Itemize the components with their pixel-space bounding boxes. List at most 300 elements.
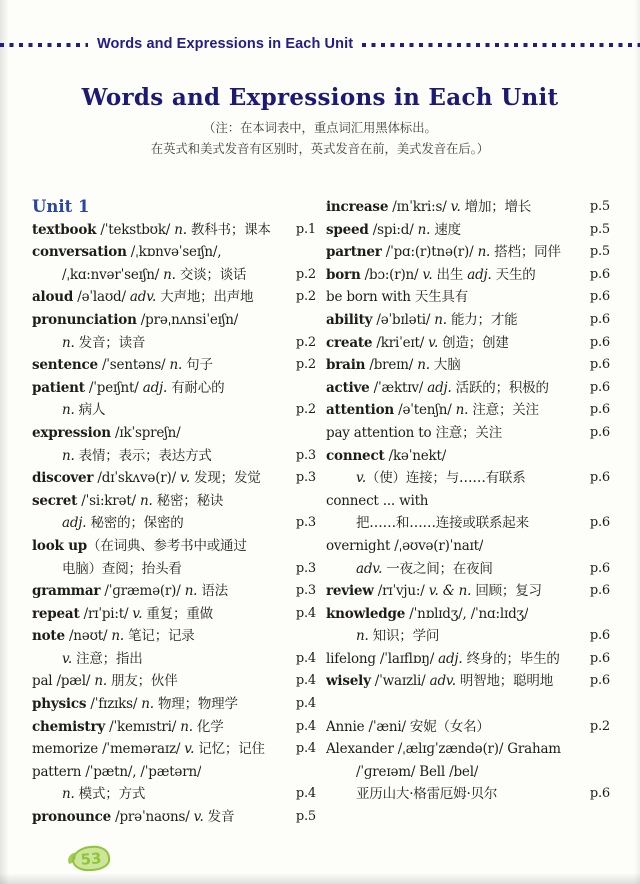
entry-text-segment: 秘密的；保密的: [86, 515, 184, 532]
entry-text-segment: （在词典、参考书中或通过: [87, 537, 247, 554]
entry-text-segment: 亚历山大·格雷厄姆·贝尔: [356, 786, 498, 803]
entry-text-segment: be born with 天生具有: [326, 289, 469, 306]
entry-line: [32, 264, 316, 287]
entry-text: [32, 422, 181, 445]
entry-text: [326, 512, 529, 535]
headword: review: [326, 583, 374, 600]
entry-text-segment: 注意；关注: [468, 402, 539, 419]
top-banner: [0, 34, 640, 54]
part-of-speech: n.: [180, 718, 193, 735]
entry-text-segment: 回顾；复习: [471, 583, 542, 600]
headword: active: [326, 379, 370, 396]
entry-text: [32, 445, 212, 468]
entry-text-segment: /rɪˈvju:/: [373, 583, 429, 600]
entry-line: [326, 716, 610, 739]
entry-text-segment: lifelong /ˈlaɪflɒŋ/: [326, 650, 439, 667]
entry-line: [32, 535, 316, 558]
page-ref: p.6: [589, 583, 610, 599]
entry-line: [32, 241, 316, 264]
entry-line: [326, 354, 610, 377]
entry-text: [326, 332, 509, 355]
page-ref: p.6: [589, 786, 610, 802]
entry-line: [326, 286, 610, 309]
entry-line: [32, 761, 316, 784]
entry-text-segment: /ˈɡræmə(r)/: [100, 583, 185, 600]
headword: aloud: [32, 289, 74, 306]
entry-text-segment: 大声地；出声地: [156, 289, 254, 306]
entry-text: [32, 467, 261, 490]
entry-text-segment: 发音；读音: [74, 334, 146, 351]
part-of-speech: v.: [193, 809, 204, 826]
entry-text-segment: 出生: [432, 266, 468, 283]
page-ref: p.2: [589, 718, 610, 734]
unit-1-heading: Unit 1: [32, 197, 90, 216]
entry-line: [326, 219, 610, 242]
entry-text-segment: /ˈkemɪstri/: [105, 718, 181, 735]
part-of-speech: v.: [184, 741, 195, 758]
page-ref: p.6: [589, 402, 610, 418]
entry-line: [32, 806, 316, 829]
part-of-speech: v.: [132, 605, 143, 622]
part-of-speech: n.: [174, 221, 187, 238]
page-ref: p.6: [589, 311, 610, 327]
entry-text-segment: Alexander /ˌælɪɡˈzændə(r)/ Graham: [326, 741, 561, 758]
page-ref: p.5: [295, 809, 316, 825]
entry-text-segment: 搭档；同伴: [490, 244, 561, 261]
entry-text: [326, 738, 561, 761]
entry-line: [326, 670, 610, 693]
part-of-speech: adv.: [356, 560, 383, 577]
part-of-speech: v.: [62, 650, 72, 667]
entry-line: [32, 512, 316, 535]
page-ref: p.6: [589, 560, 610, 576]
part-of-speech: n.: [163, 266, 176, 283]
page-number: 53: [79, 848, 103, 869]
entry-line: [326, 761, 610, 784]
entry-line: [326, 490, 610, 513]
entry-text: [326, 783, 497, 806]
entry-text: [32, 783, 145, 806]
part-of-speech: n.: [169, 357, 183, 374]
entry-text-segment: 秘密；秘诀: [152, 492, 224, 509]
entry-line: [32, 490, 316, 513]
word-list: [32, 196, 610, 829]
page-number-logo: [71, 845, 111, 873]
page-ref: p.6: [589, 266, 610, 282]
entry-text-segment: 病人: [74, 402, 106, 419]
page-ref: p.6: [589, 650, 610, 666]
entry-line: [326, 309, 610, 332]
entry-text-segment: 模式；方式: [74, 786, 146, 803]
entry-line: [32, 332, 316, 355]
part-of-speech: n.: [356, 628, 369, 645]
entry-text: [32, 512, 184, 535]
page-ref: p.4: [295, 786, 316, 802]
entry-line: [32, 648, 316, 671]
page-ref: p.6: [589, 470, 610, 486]
entry-text-segment: 发现；发觉: [189, 470, 261, 487]
part-of-speech: adv.: [129, 289, 157, 306]
headword: textbook: [32, 221, 97, 238]
entry-text: [326, 219, 461, 242]
entry-text-segment: /dɪˈskʌvə(r)/: [93, 470, 181, 487]
page-ref: p.5: [589, 244, 610, 260]
part-of-speech: n.: [417, 221, 431, 238]
page-ref: p.6: [589, 357, 610, 373]
entry-text-segment: /bɔ:(r)n/: [360, 266, 423, 283]
part-of-speech: adj.: [467, 266, 492, 283]
entry-line: [32, 625, 316, 648]
part-of-speech: n.: [94, 673, 107, 690]
entry-text-segment: 发音: [203, 809, 235, 826]
page-ref: p.3: [295, 583, 316, 599]
page-ref: p.4: [295, 718, 316, 734]
entry-text-segment: /nəʊt/: [64, 628, 112, 645]
part-of-speech: n.: [62, 786, 75, 803]
entry-text-segment: 电脑）查阅；抬头看: [62, 560, 182, 577]
entry-text-segment: 创造；创建: [438, 334, 509, 351]
entry-text: [32, 738, 265, 761]
page-ref: p.3: [295, 515, 316, 531]
entry-text-segment: /əˈlaʊd/: [73, 289, 130, 306]
entry-text-segment: 注意；指出: [71, 650, 143, 667]
entry-text-segment: /kəˈnekt/: [384, 447, 447, 464]
entry-text-segment: 语法: [197, 583, 228, 600]
entry-text: [326, 399, 539, 422]
entry-text-segment: /əˈtenʃn/: [394, 402, 456, 419]
entry-text-segment: 增加；增长: [460, 199, 532, 215]
entry-text-segment: /spi:d/: [368, 221, 418, 238]
page-ref: p.2: [295, 357, 316, 373]
part-of-speech: adj.: [438, 650, 463, 667]
entry-text: [32, 716, 224, 739]
entry-text: [326, 580, 542, 603]
entry-text: [326, 625, 439, 648]
part-of-speech: adv.: [429, 673, 456, 690]
entry-line: [326, 648, 610, 671]
entry-text-segment: 化学: [192, 718, 224, 735]
usage-note-line-1: （注：在本词表中，重点词汇用黑体标出。: [203, 121, 437, 135]
entry-line: [32, 693, 316, 716]
part-of-speech: v.: [180, 470, 190, 487]
banner-dotted-rule-right: [362, 43, 640, 47]
entry-line: [32, 603, 316, 626]
entry-text: [32, 580, 228, 603]
part-of-speech: n.: [62, 402, 75, 419]
entry-text-segment: 记忆；记住: [194, 741, 265, 758]
entry-line: [32, 783, 316, 806]
part-of-speech: n.: [62, 447, 75, 464]
entry-text-segment: /breɪn/: [365, 357, 418, 374]
part-of-speech: n.: [62, 334, 75, 351]
entry-text: [32, 490, 223, 513]
entry-text-segment: 一夜之间；在夜间: [382, 560, 493, 577]
banner-dotted-rule-left: [0, 43, 88, 47]
entry-line: [326, 580, 610, 603]
entry-text-segment: 天生的: [491, 266, 536, 283]
entry-text: [326, 648, 560, 671]
entry-text: [32, 309, 238, 332]
headword: speed: [326, 221, 369, 238]
entry-text-segment: 表情；表示；表达方式: [74, 447, 212, 464]
entry-text: [32, 558, 182, 581]
entry-text: [32, 219, 271, 242]
entry-text-segment: 有耐心的: [167, 379, 225, 396]
entry-text-segment: 物理；物理学: [153, 696, 238, 713]
headword: attention: [326, 402, 395, 419]
entry-line: [32, 467, 316, 490]
part-of-speech: n.: [141, 696, 154, 713]
entry-text-segment: 活跃的；积极的: [451, 379, 549, 396]
entry-text: [326, 196, 531, 219]
entry-line: [326, 603, 610, 626]
page-ref: p.6: [589, 515, 610, 531]
entry-line: [32, 354, 316, 377]
part-of-speech: v.: [356, 470, 366, 487]
entry-text-segment: /ɪnˈkri:s/: [388, 199, 451, 215]
entry-line: [32, 286, 316, 309]
headword: create: [326, 334, 373, 351]
column-right: [326, 196, 610, 829]
page-ref: p.6: [589, 289, 610, 305]
page-ref: p.6: [589, 673, 610, 689]
entry-text: [32, 693, 238, 716]
entry-text: [326, 535, 483, 558]
headword: ability: [326, 311, 373, 328]
part-of-speech: v.: [422, 266, 433, 283]
entry-text-segment: /ɪkˈspreʃn/: [110, 424, 181, 441]
headword: knowledge: [326, 605, 406, 622]
entry-line: [326, 512, 610, 535]
page-ref: p.2: [295, 334, 316, 350]
entry-text: [326, 241, 561, 264]
headword: discover: [32, 470, 94, 487]
entry-text-segment: /ˈpeɪʃnt/: [84, 379, 143, 396]
page-ref: p.4: [295, 696, 316, 712]
page-ref: p.4: [295, 605, 316, 621]
entry-line: [32, 399, 316, 422]
entry-text-segment: memorize /ˈmeməraɪz/: [32, 741, 185, 758]
entry-text: [32, 761, 201, 784]
entry-text: [32, 332, 145, 355]
page-ref: p.3: [295, 560, 316, 576]
entry-text-segment: 教科书；课本: [186, 221, 271, 238]
entry-text: [326, 354, 461, 377]
part-of-speech: v.: [428, 334, 439, 351]
entry-line: [32, 377, 316, 400]
entry-text: [326, 445, 446, 468]
page-ref: p.5: [589, 221, 610, 237]
entry-text-segment: /ˈsi:krət/: [77, 492, 140, 509]
entry-line: [326, 377, 610, 400]
page-ref: p.6: [589, 379, 610, 395]
entry-text-segment: /əˈbɪləti/: [372, 311, 435, 328]
entry-line: [32, 716, 316, 739]
page-ref: p.3: [295, 447, 316, 463]
entry-line: [326, 783, 610, 806]
entry-text-segment: /ˈpɑ:(r)tnə(r)/: [381, 244, 478, 261]
entry-line: [326, 535, 610, 558]
part-of-speech: n.: [417, 357, 430, 374]
entry-text-segment: /ˈtekstbʊk/: [96, 221, 175, 238]
entry-line: [326, 445, 610, 468]
entry-line: [326, 422, 610, 445]
entry-text-segment: /ˈɡreɪəm/ Bell /bel/: [356, 763, 479, 780]
entry-line: [32, 738, 316, 761]
entry-line: [32, 558, 316, 581]
entry-text: [326, 716, 490, 739]
headword: connect: [326, 447, 385, 464]
headword: secret: [32, 492, 78, 509]
page-ref: p.2: [295, 402, 316, 418]
entry-text-segment: /rɪˈpi:t/: [79, 605, 133, 622]
entry-text-segment: /ˌkɑ:nvərˈseɪʃn/: [62, 266, 164, 283]
headword: increase: [326, 199, 389, 215]
page-title: Words and Expressions in Each Unit: [81, 84, 559, 111]
entry-text: [326, 490, 428, 513]
entry-text: [32, 535, 247, 558]
part-of-speech: n.: [455, 402, 469, 419]
page-ref: p.3: [295, 470, 316, 486]
entry-line: [326, 625, 610, 648]
entry-text-segment: 能力；才能: [446, 311, 518, 328]
entry-text-segment: 重复；重做: [142, 605, 213, 622]
entry-line: [32, 219, 316, 242]
entry-text: [32, 648, 143, 671]
page-ref: p.2: [295, 289, 316, 305]
entry-line: [326, 399, 610, 422]
page-ref: p.1: [295, 221, 316, 237]
entry-text-segment: 笔记；记录: [124, 628, 195, 645]
entry-text-segment: 终身的；毕生的: [462, 650, 560, 667]
page-ref: p.2: [295, 266, 316, 282]
entry-text-segment: connect ... with: [326, 492, 429, 509]
entry-line: [326, 467, 610, 490]
entry-text: [326, 286, 468, 309]
entry-text-segment: 朋友；伙伴: [106, 673, 178, 690]
part-of-speech: n.: [434, 311, 447, 328]
part-of-speech: n.: [184, 583, 198, 600]
entry-text-segment: /ˈnɒlɪdʒ/, /ˈnɑ:lɪdʒ/: [405, 605, 529, 622]
headword: conversation: [32, 244, 127, 261]
headword: partner: [326, 244, 382, 261]
entry-text-segment: /ˈsentəns/: [97, 357, 170, 374]
usage-note: [0, 118, 640, 160]
entry-text-segment: /ˈæktɪv/: [369, 379, 428, 396]
entry-text: [326, 603, 528, 626]
entry-text-segment: /ˌkɒnvəˈseɪʃn/,: [126, 244, 222, 261]
column-left: [32, 196, 316, 829]
entry-line: [326, 241, 610, 264]
entry-text: [326, 467, 526, 490]
entry-text-segment: 明智地；聪明地: [455, 673, 554, 690]
entry-text-segment: /prəˈnaʊns/: [111, 809, 194, 826]
entry-line: [326, 332, 610, 355]
page-ref: p.4: [295, 650, 316, 666]
headword: repeat: [32, 605, 80, 622]
entry-text-segment: pattern /ˈpætn/, /ˈpætərn/: [32, 763, 202, 780]
banner-label: Words and Expressions in Each Unit: [97, 36, 354, 52]
entry-text-segment: /ˈwaɪzli/: [370, 673, 430, 690]
headword: note: [32, 628, 65, 645]
part-of-speech: n.: [111, 628, 125, 645]
entry-text-segment: 知识；学问: [368, 628, 440, 645]
part-of-speech: adj.: [142, 379, 168, 396]
entry-text-segment: 速度: [430, 221, 461, 238]
entry-text: [32, 377, 224, 400]
entry-text-segment: 把……和……连接或联系起来: [356, 515, 529, 532]
headword: wisely: [326, 673, 371, 690]
part-of-speech: v.: [450, 199, 461, 215]
entry-text: [32, 625, 195, 648]
entry-text-segment: 交谈；谈话: [175, 266, 247, 283]
headword: pronunciation: [32, 311, 137, 328]
page-ref: p.4: [295, 673, 316, 689]
headword: patient: [32, 379, 85, 396]
entry-text-segment: 大脑: [429, 357, 461, 374]
entry-text: [32, 603, 213, 626]
entry-line: [326, 196, 610, 219]
headword: physics: [32, 696, 87, 713]
entry-text: [32, 264, 246, 287]
entry-text-segment: （使）连接；与……有联系: [365, 470, 526, 487]
entry-text: [326, 761, 478, 784]
entry-text-segment: /kriˈeɪt/: [372, 334, 429, 351]
entry-text-segment: /ˈfɪzɪks/: [86, 696, 142, 713]
part-of-speech: adj.: [62, 515, 87, 532]
headword: expression: [32, 424, 111, 441]
headword: brain: [326, 357, 366, 374]
headword: sentence: [32, 357, 98, 374]
entry-text-segment: 句子: [182, 357, 213, 374]
entry-text-segment: pal /pæl/: [32, 673, 95, 690]
page-ref: p.5: [589, 199, 610, 214]
entry-line: [32, 580, 316, 603]
entry-text-segment: Annie /ˈæni/ 安妮（女名）: [326, 718, 490, 735]
page-ref: p.6: [589, 424, 610, 440]
part-of-speech: adj.: [427, 379, 452, 396]
entry-text: [32, 670, 178, 693]
entry-text: [32, 806, 234, 829]
entry-line: [326, 738, 610, 761]
entry-text-segment: overnight /ˌəʊvə(r)ˈnaɪt/: [326, 537, 484, 554]
entry-text-segment: /prəˌnʌnsiˈeɪʃn/: [136, 311, 239, 328]
entry-line: [32, 670, 316, 693]
entry-text: [326, 558, 493, 581]
entry-text: [326, 309, 517, 332]
entry-text: [32, 399, 105, 422]
entry-text-segment: pay attention to 注意；关注: [326, 424, 502, 441]
entry-text: [326, 264, 536, 287]
entry-text: [32, 286, 253, 309]
part-of-speech: n.: [140, 492, 153, 509]
page-ref: p.6: [589, 334, 610, 350]
headword: chemistry: [32, 718, 106, 735]
entry-line: [32, 309, 316, 332]
entry-line: [326, 264, 610, 287]
entry-text: [32, 354, 213, 377]
headword: look up: [32, 537, 88, 554]
headword: pronounce: [32, 809, 112, 826]
entry-line: [326, 558, 610, 581]
page-ref: p.4: [295, 741, 316, 757]
headword: grammar: [32, 583, 101, 600]
headword: born: [326, 266, 361, 283]
part-of-speech: v. & n.: [428, 583, 472, 600]
entry-text: [32, 241, 221, 264]
part-of-speech: n.: [477, 244, 491, 261]
entry-text: [326, 422, 502, 445]
